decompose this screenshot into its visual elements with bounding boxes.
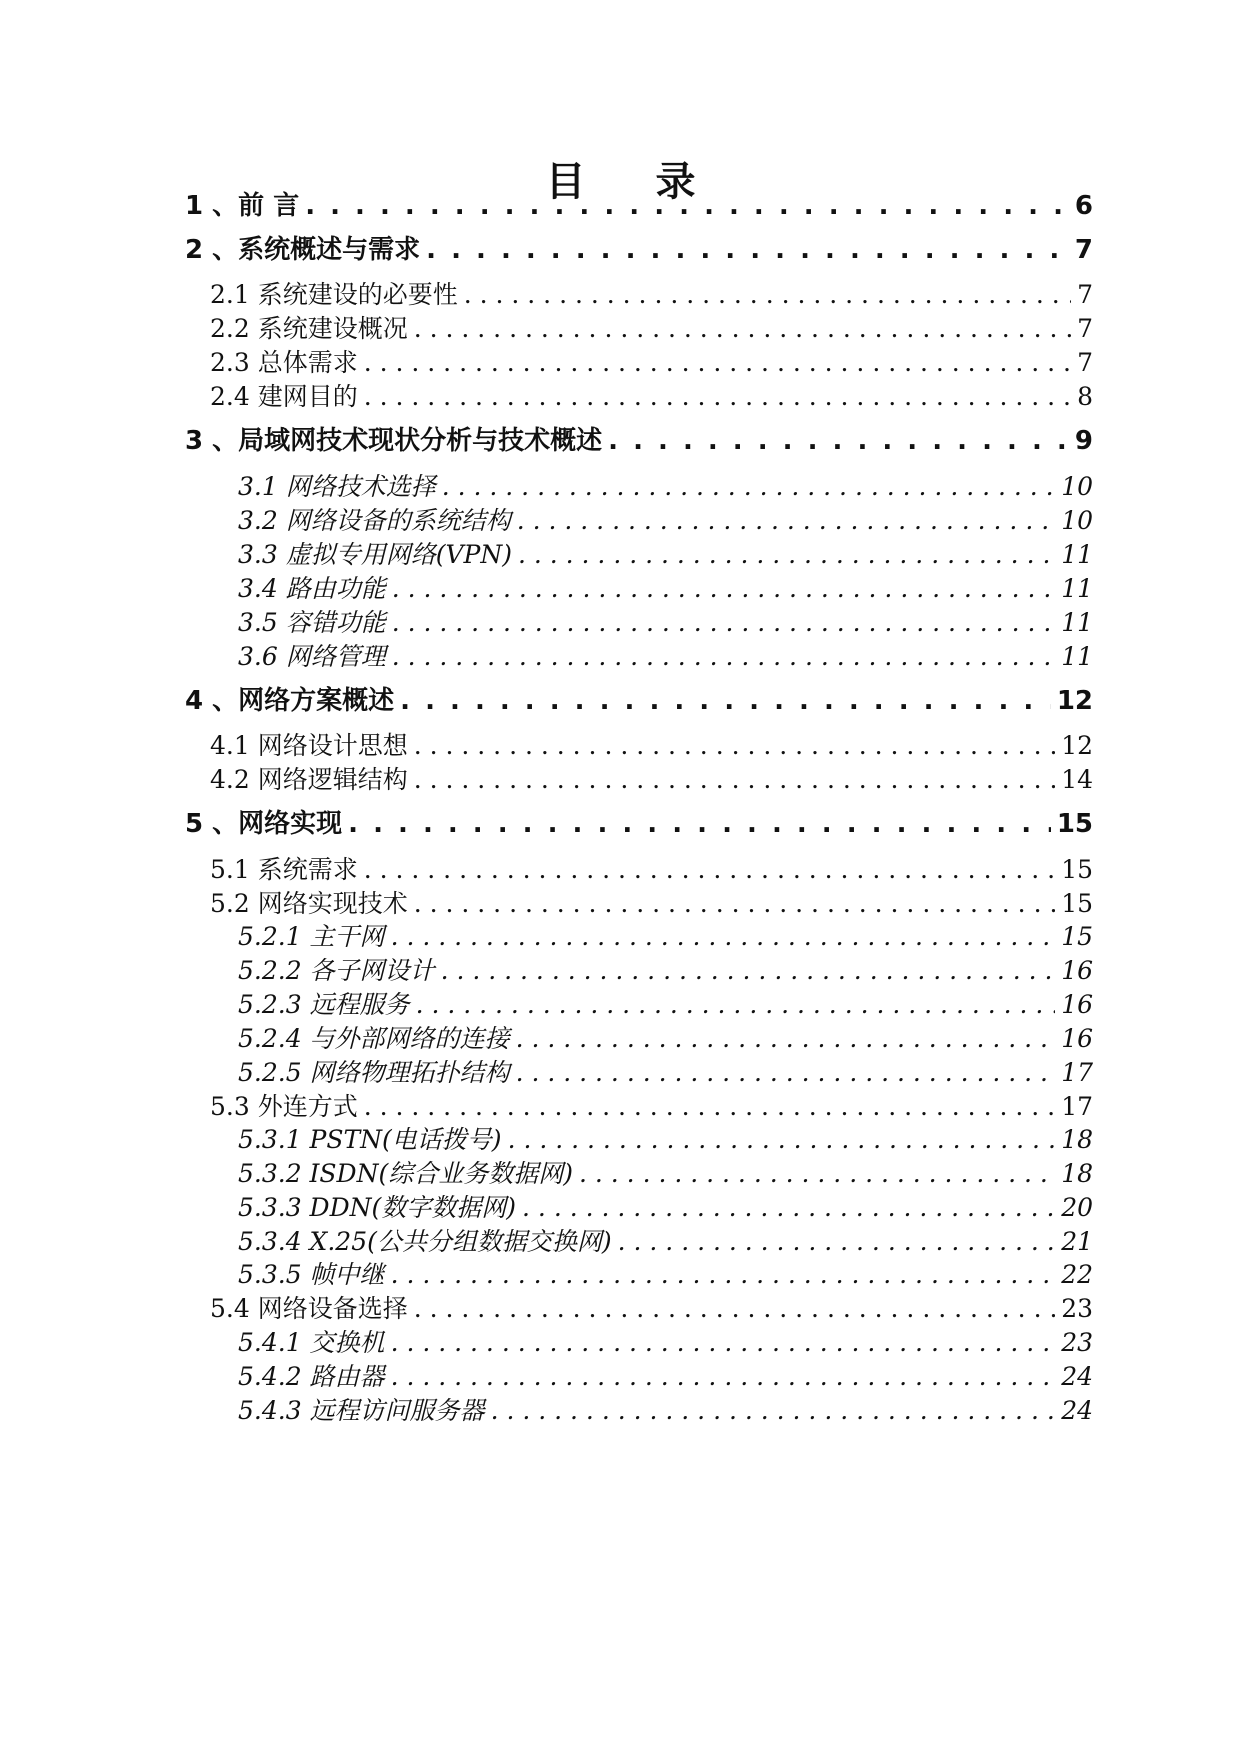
toc-entry-label: 5.2.3 远程服务 — [238, 990, 410, 1019]
toc-entry-label: 5.2.5 网络物理拓扑结构 — [238, 1058, 510, 1087]
toc-entry-page-number: 23 — [1061, 1294, 1093, 1323]
toc-entry-page-number: 7 — [1074, 235, 1093, 265]
dot-leader — [414, 1291, 1055, 1327]
toc-entry-page-number: 17 — [1061, 1058, 1093, 1087]
dot-leader — [364, 852, 1055, 888]
toc-entry-label: 5.4.3 远程访问服务器 — [238, 1396, 485, 1425]
dot-leader — [517, 503, 1055, 539]
toc-entry[interactable] — [238, 537, 1093, 573]
dot-leader — [391, 1325, 1056, 1361]
toc-entry-page-number: 7 — [1077, 348, 1093, 377]
toc-entry[interactable] — [210, 1291, 1093, 1327]
toc-entry-label: 5.3.5 帧中继 — [238, 1260, 385, 1289]
toc-entry-label: 2 、系统概述与需求 — [185, 235, 421, 265]
toc-entry-page-number: 16 — [1061, 1024, 1093, 1053]
toc-entry-page-number: 12 — [1056, 686, 1093, 716]
dot-leader — [608, 423, 1069, 459]
toc-entry-label: 2.4 建网目的 — [210, 382, 358, 411]
dot-leader — [508, 1122, 1056, 1158]
dot-leader — [400, 683, 1051, 719]
toc-entry-page-number: 17 — [1061, 1092, 1093, 1121]
toc-entry[interactable] — [210, 886, 1093, 922]
dot-leader — [464, 277, 1071, 313]
toc-entry-page-number: 15 — [1061, 889, 1093, 918]
toc-entry[interactable] — [185, 188, 1093, 224]
toc-entry[interactable] — [185, 806, 1093, 842]
dot-leader — [522, 1190, 1055, 1226]
dot-leader — [426, 232, 1069, 268]
toc-entry-page-number: 18 — [1061, 1159, 1093, 1188]
toc-entry-label: 5.2.1 主干网 — [238, 922, 385, 951]
toc-entry-label: 5.2 网络实现技术 — [210, 889, 408, 918]
toc-entry-label: 5.3.4 X.25(公共分组数据交换网) — [238, 1227, 612, 1256]
dot-leader — [442, 469, 1055, 505]
toc-entry-page-number: 16 — [1061, 990, 1093, 1019]
toc-entry-page-number: 22 — [1061, 1260, 1093, 1289]
toc-entry-label: 3.1 网络技术选择 — [238, 472, 436, 501]
toc-entry-page-number: 10 — [1061, 506, 1093, 535]
toc-entry-page-number: 8 — [1077, 382, 1093, 411]
toc-entry[interactable] — [238, 1021, 1093, 1057]
toc-entry-label: 3.3 虚拟专用网络(VPN) — [238, 540, 512, 569]
toc-entry[interactable] — [210, 762, 1093, 798]
dot-leader — [348, 806, 1051, 842]
toc-entry-page-number: 11 — [1061, 540, 1093, 569]
toc-entry[interactable] — [238, 1122, 1093, 1158]
toc-entry[interactable] — [238, 571, 1093, 607]
toc-entry-label: 5.3.2 ISDN(综合业务数据网) — [238, 1159, 573, 1188]
toc-entry[interactable] — [238, 1156, 1093, 1192]
toc-entry-label: 4 、网络方案概述 — [185, 686, 395, 716]
toc-entry-label: 4.1 网络设计思想 — [210, 731, 408, 760]
toc-entry-page-number: 18 — [1061, 1125, 1093, 1154]
toc-entry-page-number: 20 — [1061, 1193, 1093, 1222]
toc-entry-label: 2.3 总体需求 — [210, 348, 358, 377]
toc-entry-label: 5.2.4 与外部网络的连接 — [238, 1024, 510, 1053]
toc-entry-label: 2.2 系统建设概况 — [210, 314, 408, 343]
toc-entry-label: 5.3.1 PSTN(电话拨号) — [238, 1125, 502, 1154]
toc-entry[interactable] — [185, 423, 1093, 459]
toc-entry-label: 3.4 路由功能 — [238, 574, 386, 603]
toc-entry-label: 5.4.1 交换机 — [238, 1328, 385, 1357]
toc-entry[interactable] — [238, 919, 1093, 955]
toc-entry-label: 3.5 容错功能 — [238, 608, 386, 637]
dot-leader — [441, 953, 1056, 989]
dot-leader — [305, 188, 1069, 224]
toc-entry-page-number: 11 — [1061, 574, 1093, 603]
toc-entry[interactable] — [210, 852, 1093, 888]
toc-entry-label: 5.4 网络设备选择 — [210, 1294, 408, 1323]
toc-entry[interactable] — [238, 1055, 1093, 1091]
toc-entry-page-number: 12 — [1061, 731, 1093, 760]
toc-entry-label: 5.1 系统需求 — [210, 855, 358, 884]
toc-entry-label: 5.3 外连方式 — [210, 1092, 358, 1121]
dot-leader — [364, 379, 1071, 415]
toc-title: 目 录 — [545, 159, 724, 205]
toc-entry[interactable] — [210, 277, 1093, 313]
dot-leader — [364, 1089, 1055, 1125]
dot-leader — [414, 728, 1055, 764]
toc-entry-page-number: 14 — [1061, 765, 1093, 794]
toc-entry-page-number: 9 — [1074, 426, 1093, 456]
toc-entry-label: 5 、网络实现 — [185, 809, 343, 839]
toc-entry-page-number: 21 — [1061, 1227, 1093, 1256]
toc-entry-page-number: 7 — [1077, 280, 1093, 309]
toc-entry-label: 5.2.2 各子网设计 — [238, 956, 435, 985]
toc-entry-page-number: 15 — [1061, 922, 1093, 951]
toc-entry-label: 4.2 网络逻辑结构 — [210, 765, 408, 794]
toc-entry-page-number: 15 — [1056, 809, 1093, 839]
toc-entry[interactable] — [238, 503, 1093, 539]
toc-entry[interactable] — [238, 1257, 1093, 1293]
toc-entry-page-number: 10 — [1061, 472, 1093, 501]
toc-entry[interactable] — [238, 639, 1093, 675]
toc-entry[interactable] — [238, 1393, 1093, 1429]
toc-entry-label: 2.1 系统建设的必要性 — [210, 280, 458, 309]
toc-entry-label: 5.4.2 路由器 — [238, 1362, 385, 1391]
dot-leader — [579, 1156, 1055, 1192]
toc-entry[interactable] — [238, 1224, 1093, 1260]
dot-leader — [491, 1393, 1056, 1429]
toc-entry-page-number: 24 — [1061, 1396, 1093, 1425]
toc-entry-label: 1 、前 言 — [185, 191, 300, 221]
toc-entry-page-number: 24 — [1061, 1362, 1093, 1391]
toc-entry[interactable] — [210, 379, 1093, 415]
toc-entry-page-number: 23 — [1061, 1328, 1093, 1357]
dot-leader — [364, 345, 1071, 381]
toc-entry-label: 3.6 网络管理 — [238, 642, 386, 671]
dot-leader — [392, 605, 1055, 641]
dot-leader — [392, 639, 1055, 675]
toc-entry-page-number: 16 — [1061, 956, 1093, 985]
dot-leader — [391, 1359, 1056, 1395]
toc-entry-label: 3.2 网络设备的系统结构 — [238, 506, 511, 535]
toc-entry-page-number: 11 — [1061, 642, 1093, 671]
toc-entry[interactable] — [238, 469, 1093, 505]
dot-leader — [516, 1055, 1056, 1091]
dot-leader — [391, 1257, 1056, 1293]
toc-entry-page-number: 15 — [1061, 855, 1093, 884]
toc-entry-label: 5.3.3 DDN(数字数据网) — [238, 1193, 517, 1222]
dot-leader — [516, 1021, 1056, 1057]
toc-entry-label: 3 、局域网技术现状分析与技术概述 — [185, 426, 603, 456]
toc-entry[interactable] — [210, 1089, 1093, 1125]
dot-leader — [618, 1224, 1056, 1260]
dot-leader — [416, 987, 1056, 1023]
toc-entry[interactable] — [210, 728, 1093, 764]
toc-entry[interactable] — [238, 1359, 1093, 1395]
dot-leader — [392, 571, 1055, 607]
dot-leader — [414, 311, 1071, 347]
toc-entry[interactable] — [238, 987, 1093, 1023]
dot-leader — [414, 762, 1055, 798]
toc-entry-page-number: 11 — [1061, 608, 1093, 637]
toc-entry-page-number: 6 — [1074, 191, 1093, 221]
toc-entry[interactable] — [210, 345, 1093, 381]
toc-entry[interactable] — [238, 1325, 1093, 1361]
dot-leader — [391, 919, 1056, 955]
dot-leader — [414, 886, 1055, 922]
toc-entry[interactable] — [210, 311, 1093, 347]
toc-entry-page-number: 7 — [1077, 314, 1093, 343]
toc-entry[interactable] — [238, 953, 1093, 989]
toc-entry[interactable] — [185, 232, 1093, 268]
dot-leader — [518, 537, 1055, 573]
toc-entry[interactable] — [238, 605, 1093, 641]
toc-entry[interactable] — [238, 1190, 1093, 1226]
toc-entry[interactable] — [185, 683, 1093, 719]
